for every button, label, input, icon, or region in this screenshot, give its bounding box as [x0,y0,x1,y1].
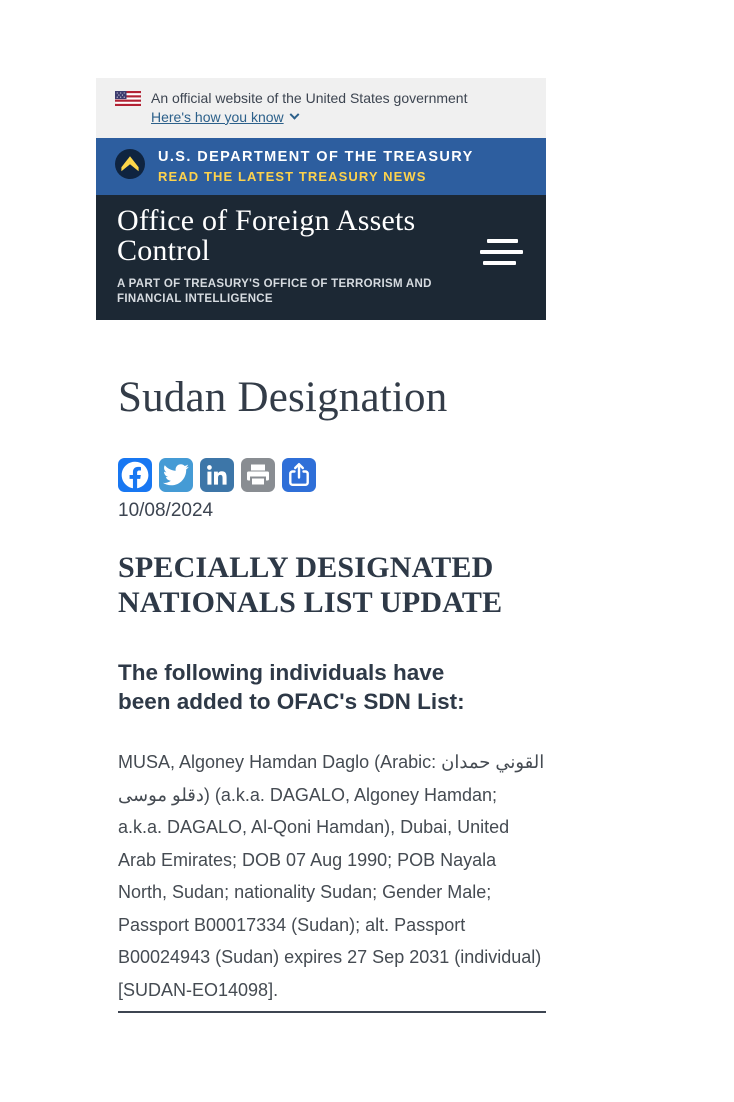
gov-banner [96,78,546,138]
menu-icon-line [487,239,518,243]
treasury-banner[interactable] [96,138,546,195]
treasury-title-link[interactable]: U.S. DEPARTMENT OF THE TREASURY [158,148,474,165]
page [96,78,546,1013]
gov-banner-text: An official website of the United States government [151,90,468,106]
linkedin-share-button[interactable] [200,458,234,492]
site-header [96,195,546,320]
site-subtitle: A PART OF TREASURY'S OFFICE OF TERRORISM AND FINANCIAL INTELLIGENCE [117,277,432,306]
article-main [96,320,546,1013]
chevron-down-icon [289,110,299,120]
site-title-link[interactable]: Office of Foreign Assets Control [117,203,416,267]
how-you-know-label: Here's how you know [151,108,284,125]
twitter-share-button[interactable] [159,458,193,492]
facebook-share-button[interactable] [118,458,152,492]
print-button[interactable] [241,458,275,492]
menu-icon-line [480,250,523,254]
page-title: Sudan Designation [118,373,448,421]
treasury-seal-icon [114,148,146,185]
sdn-subheading: The following individuals have been added to OFAC's SDN List: [118,659,465,714]
how-you-know-link[interactable] [151,108,298,127]
linkedin-icon [200,458,234,492]
share-export-icon [282,458,316,492]
us-flag-icon [115,91,141,111]
print-icon [241,458,275,492]
sdn-entry-text: MUSA, Algoney Hamdan Daglo (Arabic: القوني حمدان دقلو موسى) (a.k.a. DAGALO, Algoney Hamdan; a.k.a. DAGALO, Al-Qoni Hamdan), Dubai, United Arab Emirates; DOB 07 Aug 1990; POB Nayala North, Sudan; nationality Sudan; Gender Male; Passport B00017334 (Sudan); alt. Passport B00024943 (Sudan) expires 27 Sep 2031 (individual) [SUDAN-EO14098]. [118,752,545,1000]
article-date: 10/08/2024 [118,499,214,521]
menu-icon-line [483,261,516,265]
divider [118,1011,546,1013]
sdn-update-heading: SPECIALLY DESIGNATED NATIONALS LIST UPDATE [118,550,503,619]
twitter-icon [159,458,193,492]
share-row [118,458,546,492]
menu-button[interactable] [480,239,524,265]
share-button[interactable] [282,458,316,492]
treasury-news-link[interactable]: READ THE LATEST TREASURY NEWS [158,168,427,184]
facebook-icon [118,458,152,492]
